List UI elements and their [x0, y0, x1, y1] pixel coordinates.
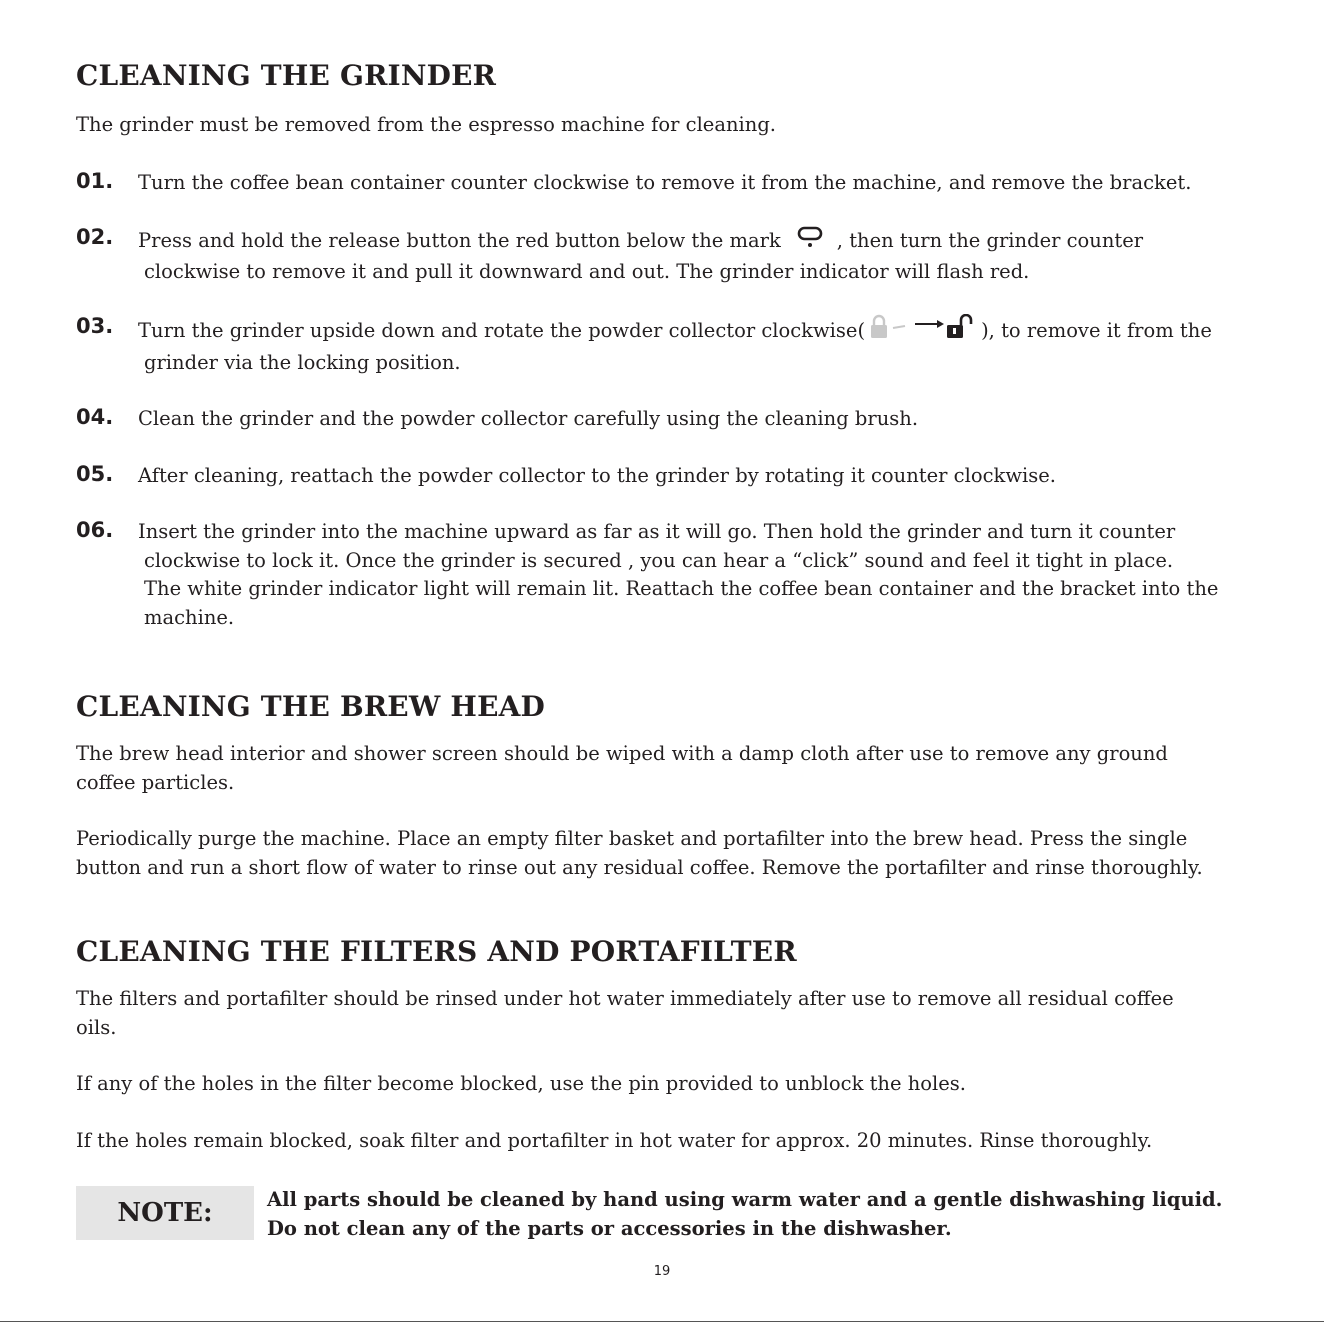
grinder-section-title: CLEANING THE GRINDER: [76, 59, 497, 92]
step-line-1: [138, 225, 1256, 258]
step-line-2: grinder via the locking position.: [144, 350, 461, 374]
paragraph-line: coffee particles.: [76, 770, 235, 794]
step-text-before-icon: Turn the grinder upside down and rotate the powder collector clockwise(: [138, 318, 866, 342]
paragraph-line: oils.: [76, 1015, 117, 1039]
step-text: After cleaning, reattach the powder collector to the grinder by rotating it counter clockwise.: [138, 463, 1056, 487]
step-text-after-icon: , then turn the grinder counter: [836, 228, 1144, 252]
note-line: Do not clean any of the parts or accessories in the dishwasher.: [267, 1216, 952, 1240]
step-number: 04.: [76, 405, 114, 429]
release-mark-icon: [797, 225, 823, 258]
step-line-2: clockwise to remove it and pull it downward and out. The grinder indicator will flash red.: [144, 259, 1030, 283]
step-text-before-icon: Press and hold the release button the red button below the mark: [138, 228, 781, 252]
step-line-1: [138, 314, 1256, 349]
grinder-step-3: [76, 314, 1256, 377]
step-line-3: The white grinder indicator light will remain lit. Reattach the coffee bean container and the bracket into the: [144, 577, 1219, 600]
filters-paragraph-2: If any of the holes in the filter become blocked, use the pin provided to unblock the holes.: [76, 1072, 967, 1095]
page-number: 19: [653, 1264, 671, 1279]
step-number: 03.: [76, 314, 114, 338]
grinder-step-1: [76, 169, 1256, 198]
step-number: 05.: [76, 461, 114, 486]
note-label: NOTE:: [76, 1186, 254, 1240]
brew-head-paragraph-1: [76, 740, 1256, 797]
paragraph-line: The filters and portafilter should be rinsed under hot water immediately after use to remove all residual coffee: [76, 987, 1174, 1010]
grinder-step-6: [76, 518, 1256, 632]
step-text-after-icon: ), to remove it from the: [981, 318, 1212, 342]
note-callout: [76, 1186, 1256, 1240]
paragraph-line: Periodically purge the machine. Place an empty filter basket and portafilter into the brew head. Press the single: [76, 827, 1188, 850]
grinder-step-2: [76, 225, 1256, 286]
step-number: 01.: [76, 168, 114, 193]
filters-section-title: CLEANING THE FILTERS AND PORTAFILTER: [76, 935, 797, 968]
lock-to-unlock-icon: [869, 314, 977, 349]
paragraph-line: button and run a short flow of water to rinse out any residual coffee. Remove the portafilter and rinse thoroughly.: [76, 855, 1203, 879]
manual-page: [76, 58, 1256, 1155]
grinder-intro: The grinder must be removed from the espresso machine for cleaning.: [76, 113, 777, 136]
step-line-4: machine.: [144, 605, 235, 629]
step-number: 02.: [76, 225, 114, 249]
brew-head-section-title: CLEANING THE BREW HEAD: [76, 690, 546, 723]
step-text: Turn the coffee bean container counter clockwise to remove it from the machine, and remove the bracket.: [138, 170, 1192, 194]
unlocked-padlock-icon: [947, 315, 971, 338]
grinder-step-4: [76, 405, 1256, 434]
brew-head-paragraph-2: [76, 825, 1256, 882]
filters-paragraph-1: [76, 985, 1256, 1042]
step-line-1: Insert the grinder into the machine upward as far as it will go. Then hold the grinder and turn it counter: [138, 520, 1176, 543]
paragraph-line: The brew head interior and shower screen should be wiped with a damp cloth after use to remove any ground: [76, 742, 1168, 765]
filters-paragraph-3: If the holes remain blocked, soak filter and portafilter in hot water for approx. 20 minutes. Rinse thoroughly.: [76, 1128, 1153, 1152]
grinder-step-5: [76, 462, 1256, 491]
note-text: [267, 1186, 1222, 1243]
note-line: All parts should be cleaned by hand using warm water and a gentle dishwashing liquid.: [267, 1188, 1223, 1211]
step-line-2: clockwise to lock it. Once the grinder is secured , you can hear a “click” sound and feel it tight in place.: [144, 548, 1174, 572]
bottom-divider: [0, 1321, 1324, 1322]
step-text: Clean the grinder and the powder collector carefully using the cleaning brush.: [138, 407, 919, 430]
step-number: 06.: [76, 518, 114, 542]
locked-padlock-icon: [871, 316, 887, 338]
